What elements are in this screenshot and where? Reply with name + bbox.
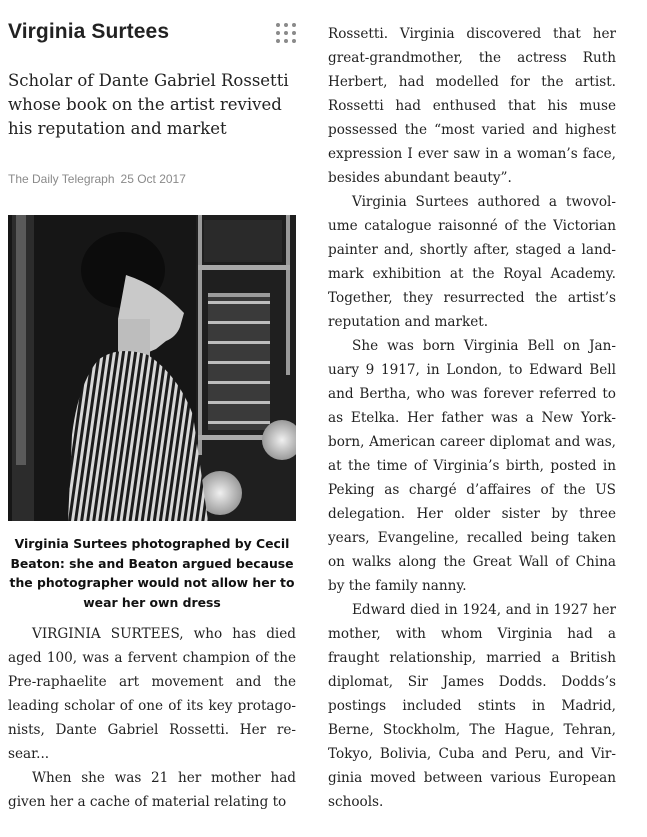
paragraph: When she was 21 her mother had given her a cache of material relating to xyxy=(8,770,296,810)
paragraph: Edward died in 1924, and in 1927 her mother, with whom Virginia had a fraught relationship, married a British diplomat, Sir James Dodds. Dodds’s postings included stints in Madrid, Berne, Stockholm, The Hague, Tehran, Tokyo, Bolivia, Cuba and Peru, and Vir-ginia moved between various European schools. xyxy=(328,602,616,810)
article-meta xyxy=(8,172,186,186)
article-body-right xyxy=(328,22,616,814)
article-title: Virginia Surtees xyxy=(8,20,170,43)
paragraph: VIRGINIA SURTEES, who has died aged 100, was a fervent champion of the Pre-raphaelite art movement and the leading scholar of one of its key protago-nists, Dante Gabriel Rossetti. Her re-sear... xyxy=(8,626,296,762)
article-photo xyxy=(8,215,296,521)
article-body-left xyxy=(8,622,296,814)
article-source[interactable]: The Daily Telegraph xyxy=(8,172,115,186)
portrait-photo xyxy=(8,215,296,521)
paragraph: She was born Virginia Bell on Jan-uary 9 1917, in London, to Edward Bell and Bertha, who was forever referred to as Etelka. Her father was a New York-born, American career diplomat and was, at the time of Virginia’s birth, posted in Peking as chargé d’affaires of the US delegation. Her older sister by three years, Evangeline, recalled being taken on walks along the Great Wall of China by the family nanny. xyxy=(328,338,616,594)
grid-dots-icon[interactable] xyxy=(276,23,297,44)
article-date: 25 Oct 2017 xyxy=(120,172,186,186)
paragraph: Rossetti. Virginia discovered that her great-grandmother, the actress Ruth Herbert, had modelled for the artist. Rossetti had enthused that his muse possessed the “most varied and highest expression I ever saw in a woman’s face, besides abundant beauty”. xyxy=(328,26,616,186)
article-subtitle: Scholar of Dante Gabriel Rossetti whose book on the artist revived his reputation and market xyxy=(8,71,289,138)
paragraph: Virginia Surtees authored a twovol-ume catalogue raisonné of the Victorian painter and, shortly after, staged a land-mark exhibition at the Royal Academy. Together, they resurrected the artist’s reputation and market. xyxy=(328,194,616,330)
photo-caption: Virginia Surtees photographed by Cecil Beaton: she and Beaton argued because the photographer would not allow her to wear her own dress xyxy=(9,536,295,610)
